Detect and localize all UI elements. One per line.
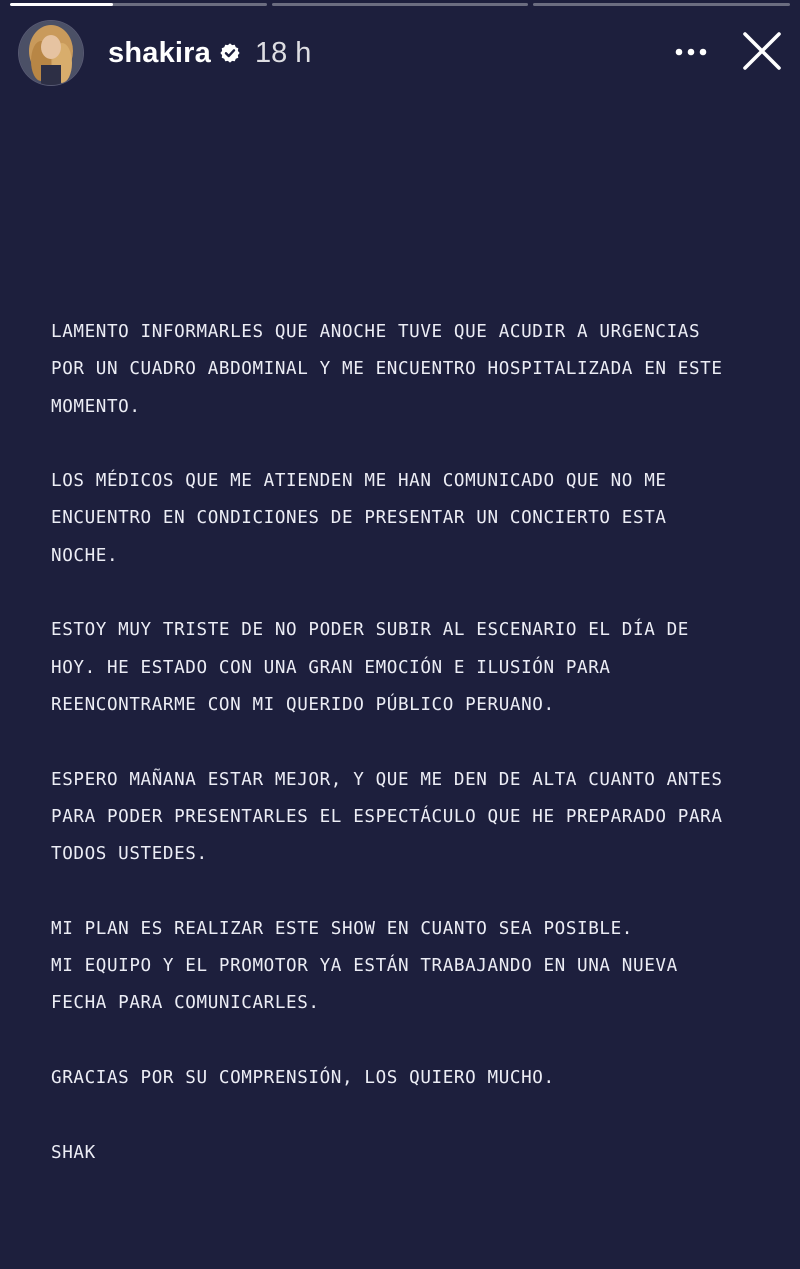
username[interactable]: shakira (108, 36, 211, 69)
story-header (18, 20, 782, 86)
more-options-icon[interactable] (674, 44, 708, 62)
close-icon[interactable] (742, 31, 782, 76)
header-actions (674, 31, 782, 76)
avatar[interactable] (18, 20, 84, 86)
story-message (51, 314, 786, 1209)
message-signature: SHAK (51, 1142, 96, 1163)
message-paragraph-5: MI PLAN ES REALIZAR ESTE SHOW EN CUANTO SEA POSIBLE. MI EQUIPO Y EL PROMOTOR YA ESTÁN TRABAJANDO EN UNA NUEVA FECHA PARA COMUNICARLES. (51, 918, 678, 1014)
message-paragraph-1: LAMENTO INFORMARLES QUE ANOCHE TUVE QUE ACUDIR A URGENCIAS POR UN CUADRO ABDOMINAL Y ME ENCUENTRO HOSPITALIZADA EN ESTE MOMENTO. (51, 322, 723, 417)
progress-segment-3 (533, 3, 790, 6)
avatar-image (19, 21, 83, 85)
progress-segment-2 (272, 3, 529, 6)
verified-badge-icon (219, 42, 241, 64)
message-paragraph-3: ESTOY MUY TRISTE DE NO PODER SUBIR AL ESCENARIO EL DÍA DE HOY. HE ESTADO CON UNA GRAN EMOCIÓN E ILUSIÓN PARA REENCONTRARME CON MI QUERIDO PÚBLICO PERUANO. (51, 620, 689, 715)
message-paragraph-6: GRACIAS POR SU COMPRENSIÓN, LOS QUIERO MUCHO. (51, 1067, 555, 1088)
story-progress-bar (10, 3, 790, 7)
message-paragraph-4: ESPERO MAÑANA ESTAR MEJOR, Y QUE ME DEN DE ALTA CUANTO ANTES PARA PODER PRESENTARLES EL ESPECTÁCULO QUE HE PREPARADO PARA TODOS USTEDES. (51, 769, 723, 865)
message-paragraph-2: LOS MÉDICOS QUE ME ATIENDEN ME HAN COMUNICADO QUE NO ME ENCUENTRO EN CONDICIONES DE PRESENTAR UN CONCIERTO ESTA NOCHE. (51, 471, 667, 566)
progress-segment-1 (10, 3, 267, 6)
progress-fill-1 (10, 3, 113, 6)
timestamp: 18 h (254, 36, 312, 69)
